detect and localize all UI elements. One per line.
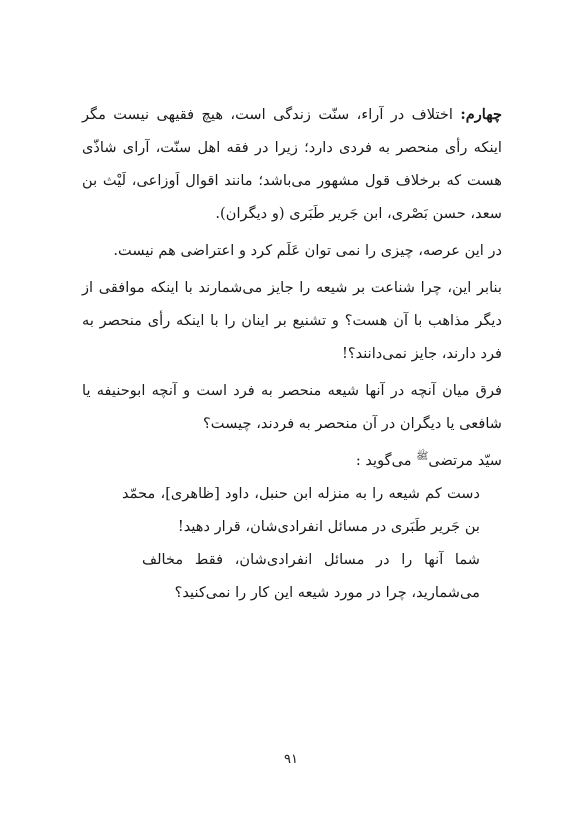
- paragraph-difference: فرق میان آنچه در آنها شیعه منحصر به فرد است و آنچه ابوحنیفه یا شافعی یا دیگران در آن منحصر به فردند، چیست؟: [82, 382, 502, 432]
- page-body: [82, 98, 502, 609]
- quote-paragraph-1: دست کم شیعه را به منزله ابن حنبل، داود [ظاهری]، محمّد بن جَریر طَبَری در مسائل انفرادی‌شان، قرار دهید!: [122, 484, 480, 535]
- paragraph-fourth-point: [82, 98, 502, 230]
- paragraph-question: بنابر این، چرا شناعت بر شیعه را جایز می‌شمارند با اینکه موافقی از دیگر مذاهب با آن هست؟ و تشنیع بر اینان را با اینکه رأی منحصر به فرد دارند، جایز نمی‌دانند؟!: [82, 279, 502, 362]
- quote-paragraph-2: شما آنها را در مسائل انفرادی‌شان، فقط مخالف می‌شمارید، چرا در مورد شیعه این کار را نمی‌کنید؟: [142, 550, 480, 601]
- page-number: ۹۱: [284, 752, 298, 767]
- honorific-mark: ﷺ: [416, 451, 429, 462]
- paragraph-no-objection: در این عرصه، چیزی را نمی توان عَلَم کرد و اعتراضی هم نیست.: [113, 242, 502, 259]
- paragraph-lead-heading: چهارم:: [460, 106, 502, 123]
- paragraph-quote-intro: [82, 440, 502, 477]
- quote-intro-tail: می‌گوید :: [355, 451, 417, 469]
- paragraph-text: اختلاف در آراء، سنّت زندگی است، هیچ فقیهی نیست مگر اینکه رأی منحصر به فردی دارد؛ زیرا در فقه اهل سنّت، آرای شاذّی هست که برخلاف قول مشهور می‌باشد؛ مانند اقوال اَوزاعی، لَیْث بن سعد، حسن بَصْری، ابن جَریر طَبَری (و دیگران).: [82, 106, 502, 222]
- quote-speaker: سیّد مرتضی: [428, 451, 502, 469]
